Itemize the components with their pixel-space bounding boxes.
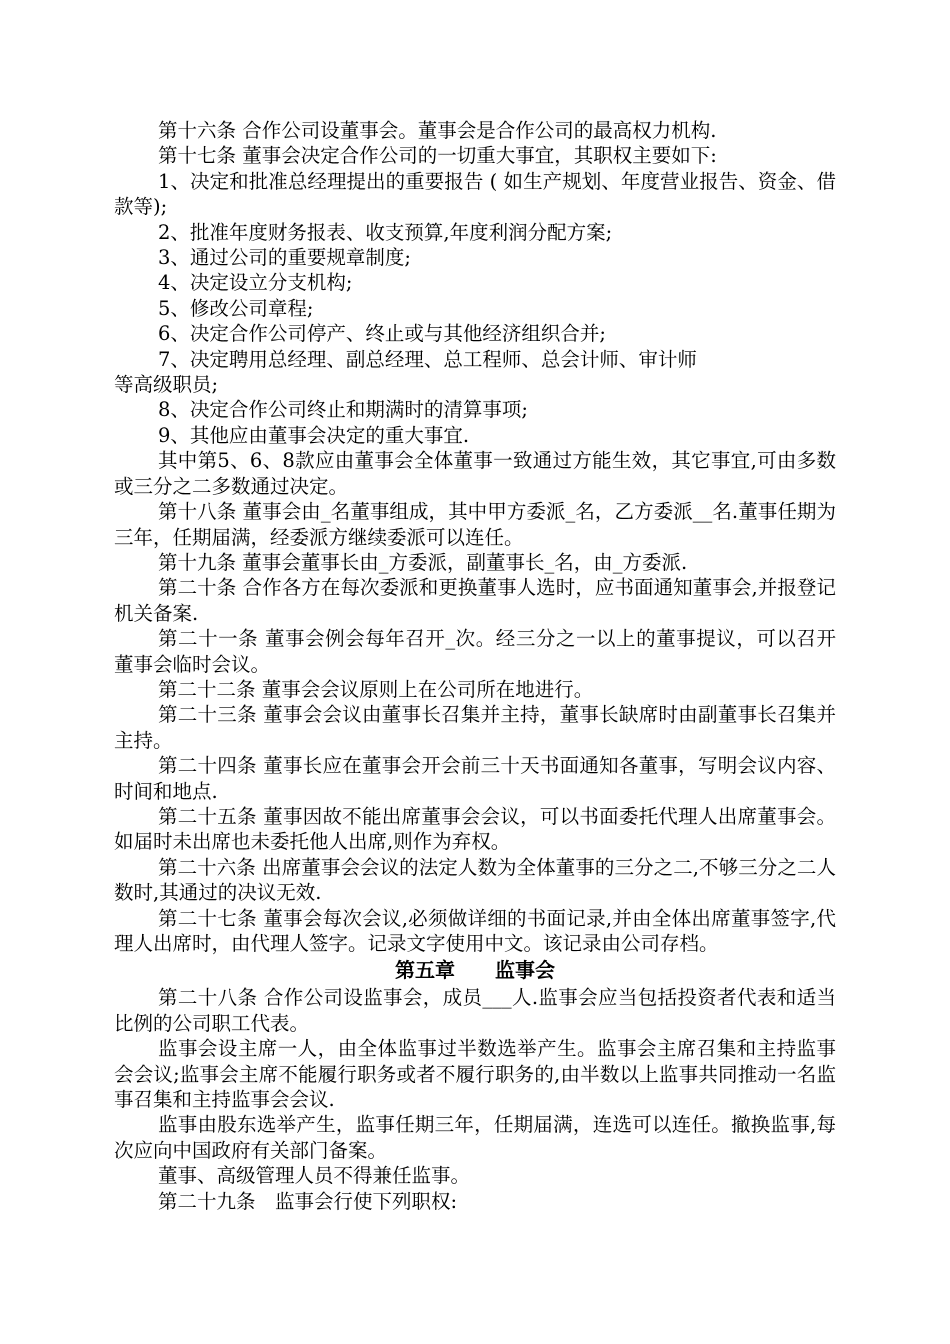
paragraph: 第二十六条 出席董事会会议的法定人数为全体董事的三分之二,不够三分之二人数时,其通过的决议无效. xyxy=(114,855,836,905)
paragraph: 第十九条 董事会董事长由_方委派，副董事长_名，由_方委派. xyxy=(158,550,688,574)
paragraph: 第二十二条 董事会会议原则上在公司所在地进行。 xyxy=(158,677,594,701)
chapter-heading: 第五章 监事会 xyxy=(395,958,555,983)
paragraph: 第二十五条 董事因故不能出席董事会会议，可以书面委托代理人出席董事会。如届时未出席也未委托他人出席,则作为弃权。 xyxy=(114,804,836,854)
list-item: 5、修改公司章程; xyxy=(158,296,314,320)
list-item: 7、决定聘用总经理、副总经理、总工程师、总会计师、审计师 xyxy=(158,347,697,371)
list-item: 8、决定合作公司终止和期满时的清算事项; xyxy=(158,398,528,422)
paragraph: 第十七条 董事会决定合作公司的一切重大事宜，其职权主要如下: xyxy=(158,144,717,168)
paragraph: 第二十一条 董事会例会每年召开_次。经三分之一以上的董事提议，可以召开董事会临时会议。 xyxy=(114,627,836,676)
paragraph: 第十六条 合作公司设董事会。董事会是合作公司的最高权力机构. xyxy=(158,119,717,142)
paragraph: 第二十三条 董事会会议由董事长召集并主持，董事长缺席时由副董事长召集并主持。 xyxy=(114,703,836,752)
list-item: 9、其他应由董事会决定的重大事宜. xyxy=(158,423,470,447)
paragraph: 第十八条 董事会由_名董事组成，其中甲方委派_名，乙方委派__名.董事任期为三年，任期届满，经委派方继续委派可以连任。 xyxy=(114,500,836,549)
list-item: 4、决定设立分支机构; xyxy=(158,271,353,295)
list-item: 3、通过公司的重要规章制度; xyxy=(158,246,411,270)
paragraph: 董事、高级管理人员不得兼任监事。 xyxy=(158,1164,471,1188)
paragraph: 第二十四条 董事长应在董事会开会前三十天书面通知各董事，写明会议内容、时间和地点. xyxy=(114,754,836,803)
paragraph: 第二十九条 监事会行使下列职权: xyxy=(158,1189,458,1213)
list-item: 1、决定和批准总经理提出的重要报告 ( 如生产规划、年度营业报告、资金、借款等); xyxy=(114,169,836,219)
list-item: 6、决定合作公司停产、终止或与其他经济组织合并; xyxy=(158,322,606,346)
paragraph: 其中第5、6、8款应由董事会全体董事一致通过方能生效，其它事宜,可由多数或三分之二多数通过决定。 xyxy=(114,449,836,498)
paragraph: 第二十条 合作各方在每次委派和更换董事人选时，应书面通知董事会,并报登记机关备案. xyxy=(114,576,836,625)
list-item-continuation: 等高级职员; xyxy=(114,373,219,397)
list-item: 2、批准年度财务报表、收支预算,年度利润分配方案; xyxy=(158,220,613,244)
paragraph: 监事由股东选举产生，监事任期三年，任期届满，连选可以连任。撤换监事,每次应向中国政府有关部门备案。 xyxy=(114,1113,836,1162)
paragraph: 第二十八条 合作公司设监事会，成员___人.监事会应当包括投资者代表和适当比例的公司职工代表。 xyxy=(114,986,836,1035)
paragraph: 监事会设主席一人，由全体监事过半数选举产生。监事会主席召集和主持监事会会议;监事会主席不能履行职务或者不履行职务的,由半数以上监事共同推动一名监事召集和主持监事会会议. xyxy=(114,1037,836,1112)
document-page xyxy=(114,118,836,1214)
paragraph: 第二十七条 董事会每次会议,必须做详细的书面记录,并由全体出席董事签字,代理人出席时，由代理人签字。记录文字使用中文。该记录由公司存档。 xyxy=(114,906,836,955)
